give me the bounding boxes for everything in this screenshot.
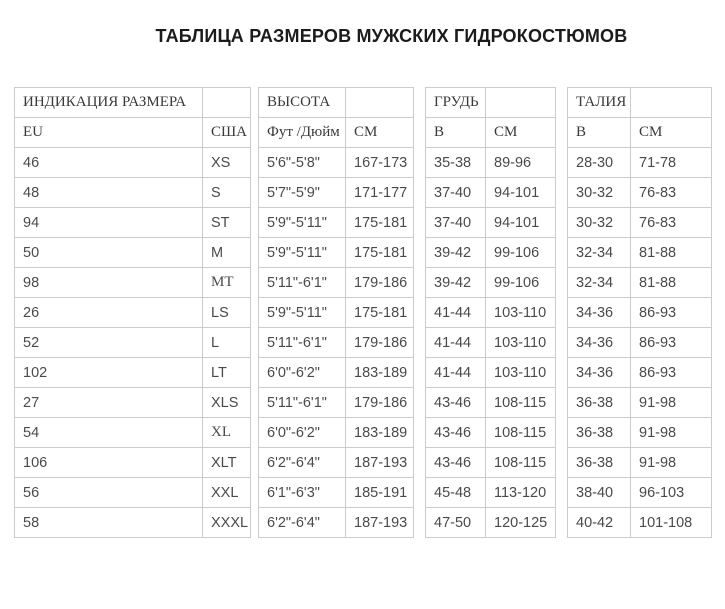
column-header-row: [15, 118, 712, 148]
size-table: [14, 87, 712, 538]
cell-chest-cm: 108-115: [486, 448, 556, 478]
cell-height-ft-in: 5'11"-6'1": [259, 388, 346, 418]
column-spacer: [414, 208, 426, 238]
header-waist: ТАЛИЯ: [568, 88, 631, 118]
column-spacer: [414, 358, 426, 388]
cell-waist-cm: 81-88: [631, 238, 712, 268]
cell-waist-in: 36-38: [568, 418, 631, 448]
cell-height-cm: 183-189: [346, 358, 414, 388]
cell-eu: 94: [15, 208, 203, 238]
table-row: [15, 478, 712, 508]
cell-height-cm: 179-186: [346, 388, 414, 418]
cell-height-cm: 175-181: [346, 298, 414, 328]
column-spacer: [251, 148, 259, 178]
col-header-waist-cm: СМ: [631, 118, 712, 148]
cell-eu: 56: [15, 478, 203, 508]
col-header-us: США: [203, 118, 251, 148]
header-empty-cell: [486, 88, 556, 118]
column-spacer: [556, 328, 568, 358]
cell-waist-in: 38-40: [568, 478, 631, 508]
cell-height-ft-in: 6'2"-6'4": [259, 448, 346, 478]
cell-chest-in: 37-40: [426, 208, 486, 238]
cell-height-cm: 185-191: [346, 478, 414, 508]
cell-waist-cm: 76-83: [631, 208, 712, 238]
cell-waist-in: 30-32: [568, 178, 631, 208]
size-table-body: [15, 148, 712, 538]
cell-eu: 48: [15, 178, 203, 208]
cell-chest-cm: 94-101: [486, 208, 556, 238]
cell-eu: 54: [15, 418, 203, 448]
cell-height-cm: 175-181: [346, 238, 414, 268]
column-spacer: [556, 508, 568, 538]
cell-height-cm: 167-173: [346, 148, 414, 178]
cell-chest-in: 41-44: [426, 328, 486, 358]
column-spacer: [556, 358, 568, 388]
column-spacer: [556, 208, 568, 238]
column-spacer: [251, 388, 259, 418]
column-spacer: [414, 448, 426, 478]
cell-chest-cm: 103-110: [486, 328, 556, 358]
table-row: [15, 298, 712, 328]
table-row: [15, 148, 712, 178]
group-header-row: [15, 88, 712, 118]
cell-chest-in: 45-48: [426, 478, 486, 508]
cell-waist-in: 34-36: [568, 328, 631, 358]
cell-waist-in: 36-38: [568, 388, 631, 418]
cell-eu: 98: [15, 268, 203, 298]
header-height: ВЫСОТА: [259, 88, 346, 118]
column-spacer: [251, 88, 259, 118]
table-row: [15, 358, 712, 388]
col-header-chest-cm: СМ: [486, 118, 556, 148]
table-row: [15, 238, 712, 268]
header-size-indication: ИНДИКАЦИЯ РАЗМЕРА: [15, 88, 203, 118]
column-spacer: [414, 388, 426, 418]
cell-chest-in: 43-46: [426, 418, 486, 448]
cell-eu: 50: [15, 238, 203, 268]
cell-waist-cm: 76-83: [631, 178, 712, 208]
cell-chest-in: 39-42: [426, 268, 486, 298]
cell-height-cm: 171-177: [346, 178, 414, 208]
cell-height-cm: 179-186: [346, 268, 414, 298]
cell-chest-cm: 103-110: [486, 358, 556, 388]
cell-waist-cm: 101-108: [631, 508, 712, 538]
cell-us: M: [203, 238, 251, 268]
cell-us: S: [203, 178, 251, 208]
column-spacer: [556, 178, 568, 208]
cell-us: LS: [203, 298, 251, 328]
cell-height-ft-in: 6'1"-6'3": [259, 478, 346, 508]
cell-us: XLS: [203, 388, 251, 418]
cell-chest-cm: 120-125: [486, 508, 556, 538]
table-row: [15, 418, 712, 448]
table-row: [15, 268, 712, 298]
cell-waist-cm: 91-98: [631, 448, 712, 478]
cell-chest-cm: 89-96: [486, 148, 556, 178]
cell-waist-cm: 91-98: [631, 418, 712, 448]
column-spacer: [251, 358, 259, 388]
cell-waist-cm: 96-103: [631, 478, 712, 508]
cell-chest-cm: 99-106: [486, 238, 556, 268]
column-spacer: [556, 88, 568, 118]
cell-height-ft-in: 6'0"-6'2": [259, 418, 346, 448]
column-spacer: [251, 448, 259, 478]
cell-waist-cm: 86-93: [631, 358, 712, 388]
cell-chest-in: 47-50: [426, 508, 486, 538]
table-row: [15, 508, 712, 538]
cell-waist-in: 40-42: [568, 508, 631, 538]
cell-waist-in: 32-34: [568, 238, 631, 268]
cell-waist-in: 34-36: [568, 298, 631, 328]
col-header-ft-in: Фут /Дюйм: [259, 118, 346, 148]
cell-chest-cm: 113-120: [486, 478, 556, 508]
column-spacer: [251, 508, 259, 538]
cell-us: XL: [203, 418, 251, 448]
column-spacer: [556, 478, 568, 508]
column-spacer: [556, 448, 568, 478]
cell-chest-cm: 99-106: [486, 268, 556, 298]
header-chest: ГРУДЬ: [426, 88, 486, 118]
cell-chest-in: 39-42: [426, 238, 486, 268]
col-header-height-cm: СМ: [346, 118, 414, 148]
cell-chest-cm: 103-110: [486, 298, 556, 328]
header-empty-cell: [631, 88, 712, 118]
cell-waist-in: 36-38: [568, 448, 631, 478]
column-spacer: [414, 178, 426, 208]
cell-waist-cm: 86-93: [631, 298, 712, 328]
cell-waist-in: 30-32: [568, 208, 631, 238]
cell-us: XXXL: [203, 508, 251, 538]
cell-height-cm: 187-193: [346, 448, 414, 478]
cell-height-cm: 187-193: [346, 508, 414, 538]
cell-height-ft-in: 5'9"-5'11": [259, 238, 346, 268]
column-spacer: [251, 118, 259, 148]
cell-eu: 102: [15, 358, 203, 388]
cell-chest-cm: 94-101: [486, 178, 556, 208]
cell-waist-cm: 81-88: [631, 268, 712, 298]
cell-us: MT: [203, 268, 251, 298]
cell-chest-in: 37-40: [426, 178, 486, 208]
table-row: [15, 388, 712, 418]
cell-height-ft-in: 5'9"-5'11": [259, 298, 346, 328]
cell-height-cm: 183-189: [346, 418, 414, 448]
cell-height-ft-in: 5'7"-5'9": [259, 178, 346, 208]
cell-eu: 46: [15, 148, 203, 178]
cell-us: XS: [203, 148, 251, 178]
header-empty-cell: [346, 88, 414, 118]
cell-waist-cm: 71-78: [631, 148, 712, 178]
cell-height-cm: 175-181: [346, 208, 414, 238]
cell-chest-in: 35-38: [426, 148, 486, 178]
page-title: ТАБЛИЦА РАЗМЕРОВ МУЖСКИХ ГИДРОКОСТЮМОВ: [155, 26, 628, 46]
column-spacer: [414, 328, 426, 358]
cell-eu: 52: [15, 328, 203, 358]
column-spacer: [556, 418, 568, 448]
cell-chest-cm: 108-115: [486, 418, 556, 448]
column-spacer: [251, 478, 259, 508]
column-spacer: [414, 298, 426, 328]
cell-height-ft-in: 5'11"-6'1": [259, 268, 346, 298]
cell-eu: 26: [15, 298, 203, 328]
column-spacer: [556, 118, 568, 148]
cell-waist-cm: 86-93: [631, 328, 712, 358]
col-header-chest-in: В: [426, 118, 486, 148]
cell-chest-in: 43-46: [426, 448, 486, 478]
table-row: [15, 448, 712, 478]
table-row: [15, 208, 712, 238]
cell-us: XXL: [203, 478, 251, 508]
cell-height-cm: 179-186: [346, 328, 414, 358]
column-spacer: [556, 388, 568, 418]
header-empty-cell: [203, 88, 251, 118]
table-row: [15, 178, 712, 208]
cell-us: L: [203, 328, 251, 358]
size-table-header: [15, 88, 712, 148]
column-spacer: [414, 268, 426, 298]
column-spacer: [414, 478, 426, 508]
column-spacer: [556, 268, 568, 298]
cell-eu: 58: [15, 508, 203, 538]
cell-chest-in: 43-46: [426, 388, 486, 418]
cell-chest-in: 41-44: [426, 358, 486, 388]
cell-height-ft-in: 5'11"-6'1": [259, 328, 346, 358]
cell-waist-in: 28-30: [568, 148, 631, 178]
cell-us: LT: [203, 358, 251, 388]
column-spacer: [251, 178, 259, 208]
cell-us: ST: [203, 208, 251, 238]
cell-waist-in: 34-36: [568, 358, 631, 388]
cell-height-ft-in: 5'9"-5'11": [259, 208, 346, 238]
column-spacer: [251, 208, 259, 238]
cell-us: XLT: [203, 448, 251, 478]
column-spacer: [251, 268, 259, 298]
cell-eu: 27: [15, 388, 203, 418]
cell-eu: 106: [15, 448, 203, 478]
column-spacer: [414, 148, 426, 178]
column-spacer: [251, 418, 259, 448]
column-spacer: [556, 298, 568, 328]
column-spacer: [414, 508, 426, 538]
column-spacer: [414, 88, 426, 118]
col-header-waist-in: В: [568, 118, 631, 148]
cell-chest-cm: 108-115: [486, 388, 556, 418]
table-row: [15, 328, 712, 358]
column-spacer: [556, 148, 568, 178]
cell-height-ft-in: 6'2"-6'4": [259, 508, 346, 538]
cell-height-ft-in: 6'0"-6'2": [259, 358, 346, 388]
cell-chest-in: 41-44: [426, 298, 486, 328]
cell-waist-in: 32-34: [568, 268, 631, 298]
column-spacer: [414, 238, 426, 268]
column-spacer: [414, 118, 426, 148]
cell-height-ft-in: 5'6"-5'8": [259, 148, 346, 178]
cell-waist-cm: 91-98: [631, 388, 712, 418]
column-spacer: [251, 298, 259, 328]
column-spacer: [251, 328, 259, 358]
column-spacer: [414, 418, 426, 448]
col-header-eu: EU: [15, 118, 203, 148]
column-spacer: [251, 238, 259, 268]
column-spacer: [556, 238, 568, 268]
